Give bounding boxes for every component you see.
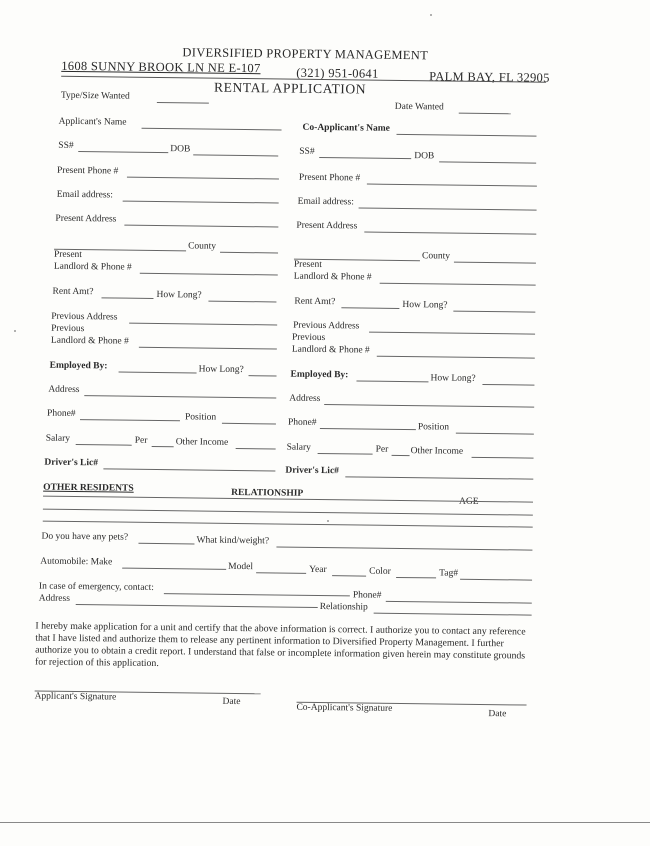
relationship-label: RELATIONSHIP bbox=[231, 487, 304, 499]
coapplicant-prev-address-field[interactable] bbox=[369, 332, 535, 335]
coapplicant-email-label: Email address: bbox=[297, 196, 354, 208]
applicant-howlong-label: How Long? bbox=[156, 289, 202, 301]
coapplicant-per-label: Per bbox=[375, 444, 389, 455]
applicant-prev-landlord-field[interactable] bbox=[139, 347, 277, 350]
coapplicant-ss-label: SS# bbox=[299, 146, 315, 157]
emergency-address-field[interactable] bbox=[76, 604, 318, 608]
coapplicant-emp-phone-label: Phone# bbox=[287, 417, 317, 428]
applicant-other-income-field[interactable] bbox=[236, 448, 276, 449]
coapplicant-position-label: Position bbox=[417, 422, 450, 433]
applicant-salary-field[interactable] bbox=[76, 444, 132, 446]
coapplicant-date-label: Date bbox=[488, 709, 507, 720]
coapplicant-landlord-label: Landlord & Phone # bbox=[293, 271, 372, 283]
applicant-previous-label: Previous bbox=[51, 323, 85, 335]
coapplicant-emp-address-field[interactable] bbox=[324, 404, 534, 408]
applicant-emp-phone-label: Phone# bbox=[46, 408, 76, 420]
applicant-position-label: Position bbox=[184, 412, 217, 423]
coapplicant-email-field[interactable] bbox=[359, 207, 537, 210]
coapplicant-phone-label: Present Phone # bbox=[298, 172, 361, 184]
coapplicant-other-income-label: Other Income bbox=[410, 446, 464, 457]
coapplicant-howlong-label: How Long? bbox=[402, 299, 448, 311]
scan-speck bbox=[430, 14, 432, 16]
scan-speck bbox=[327, 520, 329, 522]
coapplicant-other-income-field[interactable] bbox=[472, 457, 534, 459]
auto-color-field[interactable] bbox=[396, 577, 436, 578]
applicant-county-label: County bbox=[188, 241, 217, 252]
auto-make-label: Automobile: Make bbox=[40, 556, 113, 568]
auto-model-label: Model bbox=[228, 561, 254, 573]
applicant-emp-howlong-label: How Long? bbox=[198, 364, 244, 376]
pets-label: Do you have any pets? bbox=[41, 531, 129, 543]
pets-kind-field[interactable] bbox=[276, 546, 532, 550]
emergency-address-label: Address bbox=[38, 593, 70, 604]
coapplicant-emp-howlong-label: How Long? bbox=[430, 373, 476, 384]
company-name: DIVERSIFIED PROPERTY MANAGEMENT bbox=[182, 45, 429, 63]
emergency-contact-field[interactable] bbox=[164, 593, 350, 596]
auto-color-label: Color bbox=[369, 566, 391, 577]
applicant-county-field[interactable] bbox=[220, 252, 278, 254]
emergency-contact-label: In case of emergency, contact: bbox=[38, 581, 154, 593]
applicant-drivers-label: Driver's Lic# bbox=[44, 457, 99, 469]
type-size-field[interactable] bbox=[157, 102, 209, 104]
applicant-prev-landlord-label: Landlord & Phone # bbox=[50, 335, 129, 347]
coapplicant-salary-label: Salary bbox=[286, 442, 312, 453]
resident-row-3[interactable] bbox=[43, 521, 533, 528]
auto-year-label: Year bbox=[309, 564, 327, 576]
coapplicant-present-label: Present bbox=[293, 259, 322, 271]
coapplicant-ss-field[interactable] bbox=[319, 157, 411, 159]
coapplicant-previous-label: Previous bbox=[291, 332, 326, 344]
applicant-employed-label: Employed By: bbox=[49, 360, 108, 372]
coapplicant-howlong-field[interactable] bbox=[453, 311, 535, 313]
applicant-address-field[interactable] bbox=[124, 225, 278, 228]
certification-statement: I hereby make application for a unit and certify that the above information is correct. I authorize you to contact any reference that I have listed and authorize them to release any pertinent information to Diversified Property Management. I further authorize you to obtain a credit report. I understand that false or incomplete information given herein may constitute grounds for rejection of this application. bbox=[34, 620, 526, 670]
applicant-emp-address-label: Address bbox=[48, 384, 80, 396]
emergency-phone-field[interactable] bbox=[386, 601, 532, 604]
applicant-signature-label: Applicant's Signature bbox=[34, 691, 117, 703]
coapplicant-emp-phone-field[interactable] bbox=[320, 428, 416, 430]
applicant-dob-label: DOB bbox=[170, 144, 191, 155]
pets-field[interactable] bbox=[138, 543, 194, 545]
auto-make-field[interactable] bbox=[122, 568, 226, 570]
applicant-per-field[interactable] bbox=[152, 446, 174, 447]
pets-kind-label: What kind/weight? bbox=[196, 535, 270, 547]
applicant-per-label: Per bbox=[134, 435, 148, 446]
auto-tag-label: Tag# bbox=[439, 568, 459, 579]
date-wanted-label: Date Wanted bbox=[394, 101, 444, 113]
coapplicant-dob-label: DOB bbox=[414, 151, 435, 162]
applicant-ss-label: SS# bbox=[58, 140, 74, 151]
coapplicant-prev-landlord-field[interactable] bbox=[377, 356, 535, 359]
applicant-drivers-field[interactable] bbox=[103, 468, 275, 471]
applicant-howlong-field[interactable] bbox=[208, 301, 276, 303]
applicant-landlord-field[interactable] bbox=[140, 273, 278, 276]
applicant-emp-phone-field[interactable] bbox=[80, 419, 180, 421]
applicant-ss-field[interactable] bbox=[78, 151, 168, 153]
coapplicant-dob-field[interactable] bbox=[439, 161, 536, 163]
applicant-position-field[interactable] bbox=[222, 423, 276, 425]
coapplicant-landlord-field[interactable] bbox=[380, 283, 536, 286]
applicant-email-field[interactable] bbox=[123, 201, 279, 204]
applicant-rent-field[interactable] bbox=[101, 297, 153, 299]
applicant-present-label: Present bbox=[53, 249, 83, 261]
applicant-salary-label: Salary bbox=[45, 433, 71, 444]
coapplicant-emp-howlong-field[interactable] bbox=[482, 384, 534, 386]
coapplicant-employed-label: Employed By: bbox=[290, 369, 349, 381]
coapplicant-position-field[interactable] bbox=[456, 433, 534, 435]
coapplicant-drivers-field[interactable] bbox=[345, 476, 533, 479]
applicant-phone-label: Present Phone # bbox=[56, 165, 119, 177]
applicant-email-label: Email address: bbox=[56, 189, 113, 201]
company-phone: (321) 951-0641 bbox=[296, 65, 379, 81]
applicant-name-field[interactable] bbox=[142, 128, 282, 131]
applicant-prev-address-field[interactable] bbox=[129, 323, 277, 326]
coapplicant-phone-field[interactable] bbox=[367, 184, 537, 187]
applicant-emp-howlong-field[interactable] bbox=[249, 375, 277, 376]
resident-row-2[interactable] bbox=[43, 509, 533, 516]
applicant-phone-field[interactable] bbox=[127, 177, 279, 180]
applicant-date-label: Date bbox=[222, 696, 241, 708]
coapplicant-employer-field[interactable] bbox=[356, 380, 428, 382]
age-label: AGE bbox=[458, 496, 479, 507]
auto-model-field[interactable] bbox=[256, 572, 306, 574]
coapplicant-county-label: County bbox=[421, 251, 451, 262]
coapplicant-per-field[interactable] bbox=[392, 455, 410, 456]
emergency-relationship-field[interactable] bbox=[374, 613, 532, 616]
form-title: RENTAL APPLICATION bbox=[213, 79, 367, 97]
applicant-dob-field[interactable] bbox=[193, 154, 278, 156]
applicant-rent-label: Rent Amt? bbox=[52, 286, 94, 298]
coapplicant-drivers-label: Driver's Lic# bbox=[285, 465, 339, 477]
company-address: 1608 SUNNY BROOK LN NE E-107 bbox=[61, 58, 261, 76]
coapplicant-prev-address-label: Previous Address bbox=[293, 320, 360, 332]
date-wanted-field[interactable] bbox=[459, 113, 511, 115]
coapplicant-address-label: Present Address bbox=[296, 220, 358, 232]
auto-year-field[interactable] bbox=[332, 575, 366, 576]
type-size-label: Type/Size Wanted bbox=[60, 90, 130, 102]
scan-edge-line bbox=[0, 822, 650, 823]
other-residents-label: OTHER RESIDENTS bbox=[43, 482, 134, 494]
coapplicant-county-field[interactable] bbox=[454, 262, 536, 264]
coapplicant-salary-field[interactable] bbox=[318, 453, 373, 455]
applicant-address-label: Present Address bbox=[55, 213, 117, 225]
coapplicant-name-field[interactable] bbox=[396, 134, 536, 137]
coapplicant-emp-address-label: Address bbox=[289, 393, 321, 405]
coapplicant-prev-landlord-label: Landlord & Phone # bbox=[291, 344, 370, 356]
coapplicant-name-label: Co-Applicant's Name bbox=[302, 122, 390, 134]
coapplicant-address-field[interactable] bbox=[364, 232, 536, 235]
applicant-emp-address-field[interactable] bbox=[84, 395, 276, 398]
applicant-name-label: Applicant's Name bbox=[58, 116, 127, 128]
emergency-relationship-label: Relationship bbox=[319, 602, 368, 613]
applicant-other-income-label: Other Income bbox=[175, 437, 229, 448]
scan-speck bbox=[14, 330, 16, 332]
emergency-phone-label: Phone# bbox=[352, 590, 382, 601]
applicant-employer-field[interactable] bbox=[119, 372, 197, 374]
company-city: PALM BAY, FL 32905 bbox=[429, 69, 550, 85]
applicant-landlord-label: Landlord & Phone # bbox=[53, 261, 132, 273]
coapplicant-rent-field[interactable] bbox=[341, 307, 399, 309]
coapplicant-rent-label: Rent Amt? bbox=[294, 296, 336, 308]
auto-tag-field[interactable] bbox=[460, 579, 532, 581]
applicant-prev-address-label: Previous Address bbox=[51, 311, 118, 323]
coapplicant-signature-label: Co-Applicant's Signature bbox=[296, 702, 393, 714]
